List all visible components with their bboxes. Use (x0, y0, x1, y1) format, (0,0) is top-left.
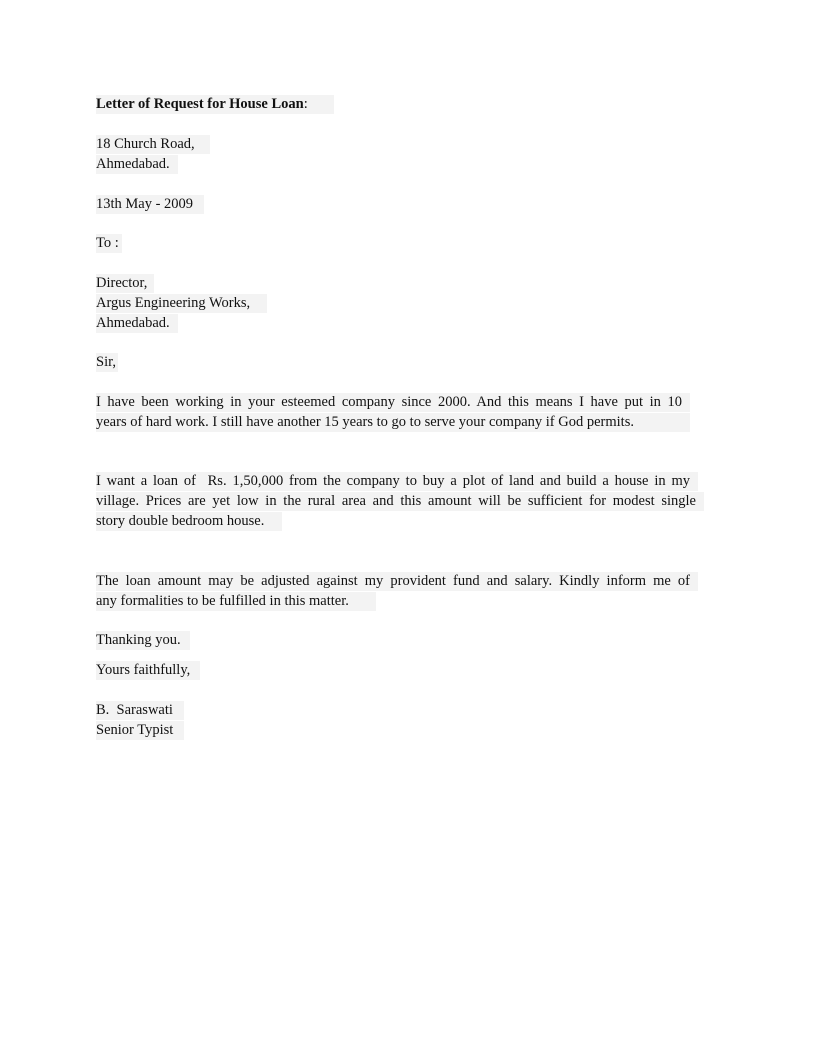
letter-title: Letter of Request for House Loan (96, 96, 304, 112)
paragraph-1-line-2: years of hard work. I still have another 15 years to go to serve your company if God permits. (96, 413, 690, 432)
paragraph-2-line-1: I want a loan of Rs. 1,50,000 from the company to buy a plot of land and build a house in my (96, 472, 698, 491)
title-colon: : (303, 96, 308, 112)
recipient-line-3: Ahmedabad. (96, 314, 178, 333)
sign-off: Yours faithfully, (96, 661, 200, 680)
to-label: To : (96, 234, 122, 253)
paragraph-1-line-1: I have been working in your esteemed company since 2000. And this means I have put in 10 (96, 393, 690, 412)
recipient-line-1: Director, (96, 274, 154, 293)
signature-title: Senior Typist (96, 721, 184, 740)
salutation: Sir, (96, 353, 118, 372)
paragraph-2-line-3: story double bedroom house. (96, 512, 282, 531)
sender-address-line-2: Ahmedabad. (96, 155, 178, 174)
sender-address-line-1: 18 Church Road, (96, 135, 210, 154)
paragraph-3-line-2: any formalities to be fulfilled in this matter. (96, 592, 376, 611)
letter-date: 13th May - 2009 (96, 195, 204, 214)
recipient-line-2: Argus Engineering Works, (96, 294, 267, 313)
paragraph-2-line-2: village. Prices are yet low in the rural area and this amount will be sufficient for modest single (96, 492, 704, 511)
paragraph-3-line-1: The loan amount may be adjusted against my provident fund and salary. Kindly inform me of (96, 572, 698, 591)
closing-line: Thanking you. (96, 631, 190, 650)
signature-name: B. Saraswati (96, 701, 184, 720)
letter-title-line (96, 95, 334, 114)
